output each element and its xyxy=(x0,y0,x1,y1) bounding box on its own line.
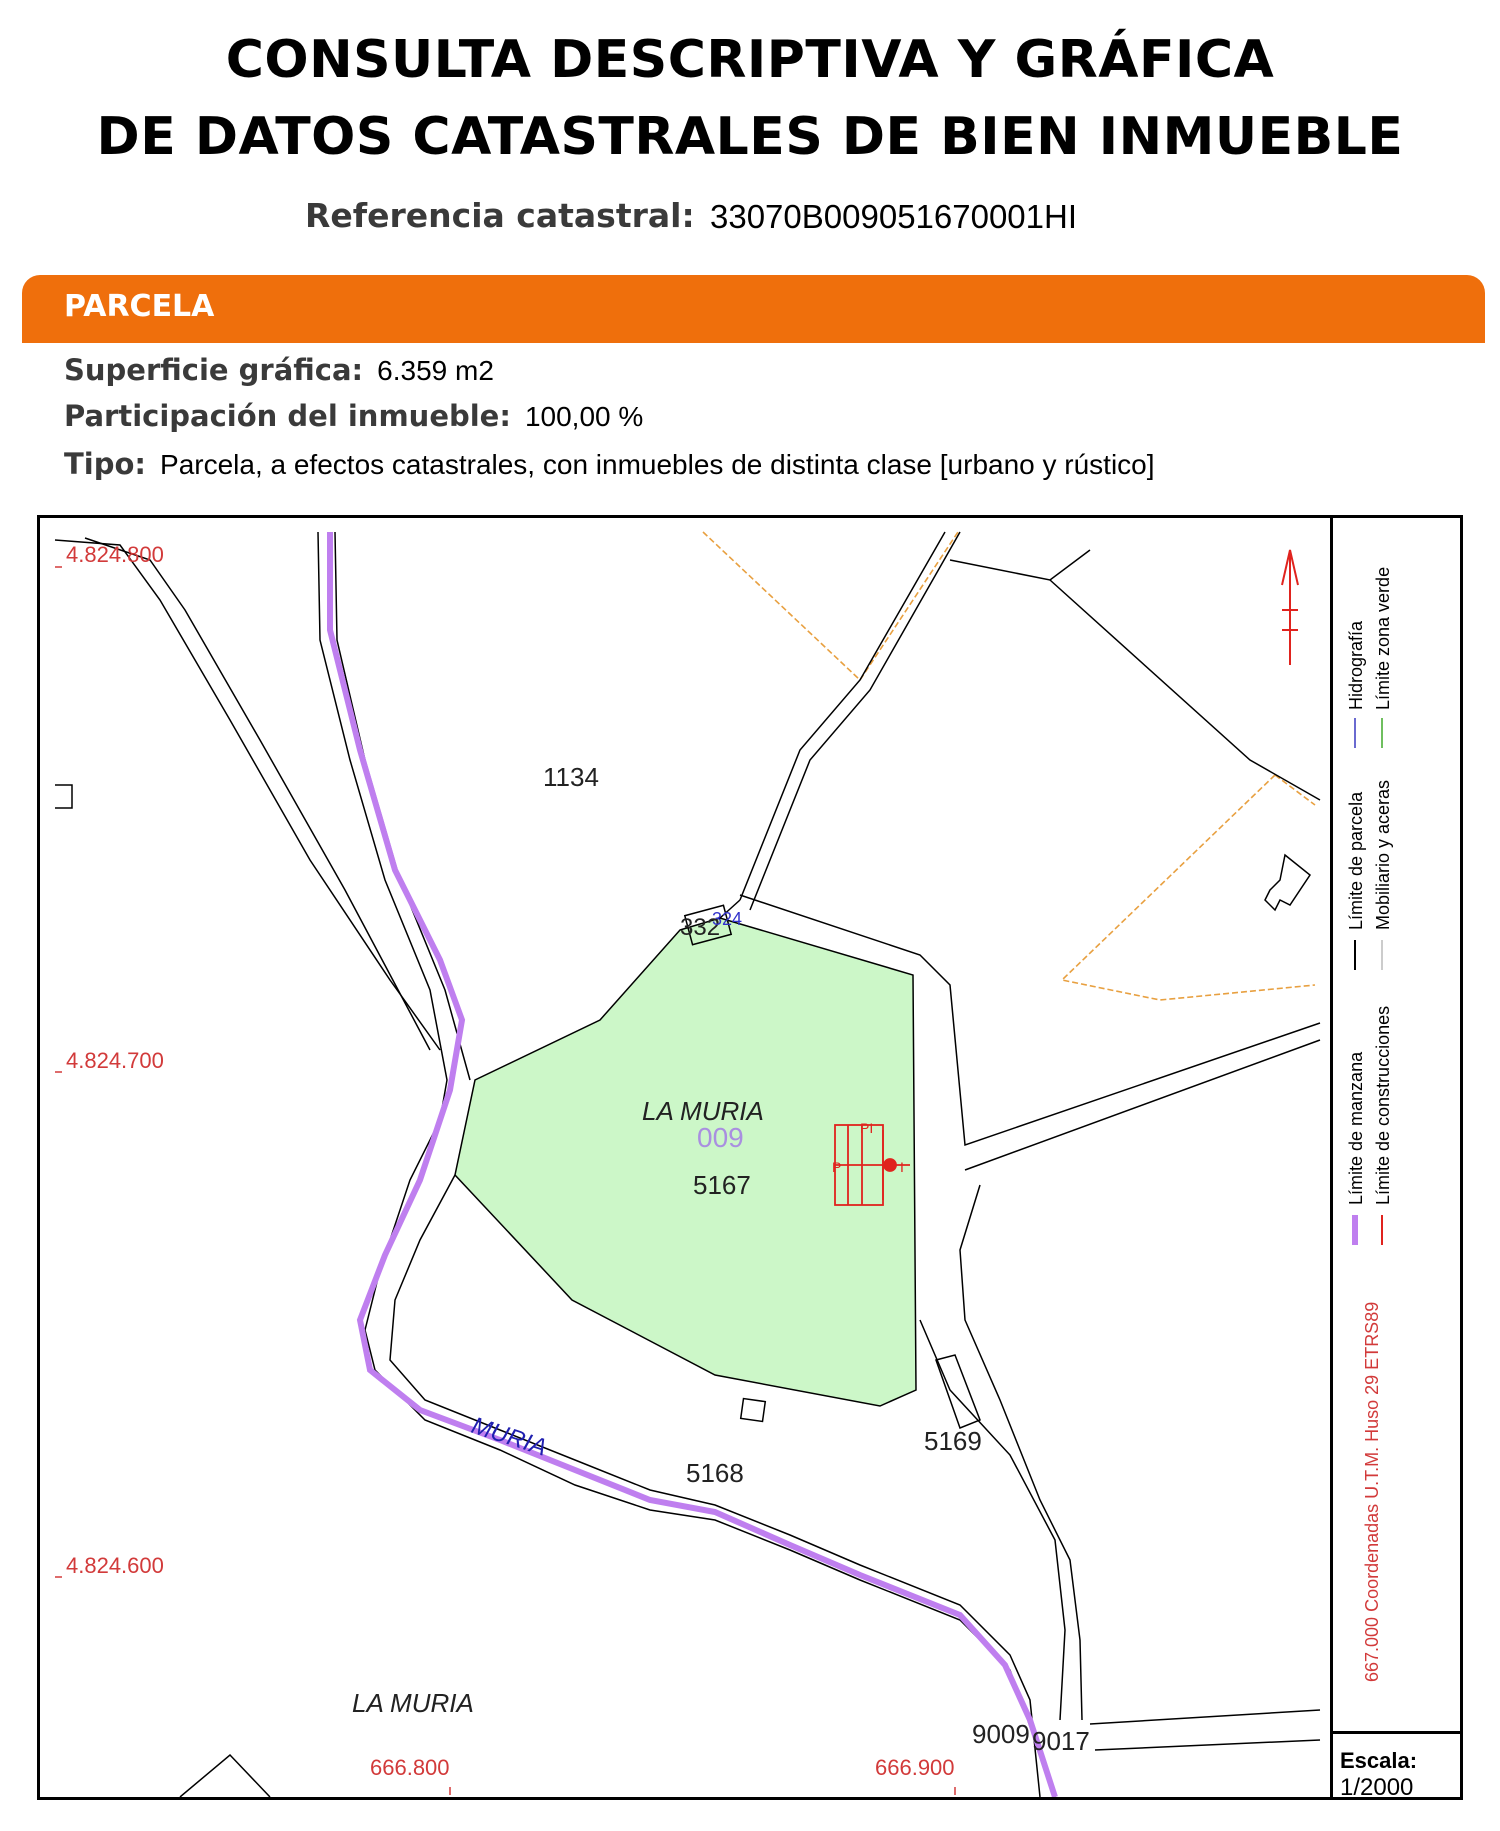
section-header-parcela xyxy=(22,275,1485,343)
cadastral-reference-label: Referencia catastral: xyxy=(305,196,695,235)
y-tick-4824800: 4.824.800 xyxy=(66,542,164,567)
legend-coordinates: 667.000 Coordenadas U.T.M. Huso 29 ETRS89 xyxy=(1362,1301,1382,1682)
map-legend xyxy=(1346,567,1393,1682)
label-la-muria-bottom: LA MURIA xyxy=(352,1688,474,1718)
label-building-p: P xyxy=(832,1159,842,1175)
legend-divider xyxy=(1330,518,1333,1797)
page-title-line2: DE DATOS CATASTRALES DE BIEN INMUEBLE xyxy=(96,107,1404,167)
label-parcel-5168: 5168 xyxy=(686,1458,744,1488)
x-tick-666800: 666.800 xyxy=(370,1755,450,1780)
share-row xyxy=(64,399,643,433)
x-tick-666900: 666.900 xyxy=(875,1755,955,1780)
legend-item-parcela: Límite de parcela xyxy=(1346,791,1366,930)
scale-label: Escala: xyxy=(1340,1748,1418,1773)
cadastral-reference-row xyxy=(305,196,1078,235)
label-parcel-332: 332 xyxy=(680,914,721,941)
y-tick-4824700: 4.824.700 xyxy=(66,1048,164,1073)
label-building-pi: PI xyxy=(860,1120,874,1136)
legend-item-construcciones: Límite de construcciones xyxy=(1373,1005,1393,1205)
y-tick-4824600: 4.824.600 xyxy=(66,1553,164,1578)
label-parcel-5169: 5169 xyxy=(924,1426,982,1456)
type-value: Parcela, a efectos catastrales, con inmuebles de distinta clase [urbano y rústico] xyxy=(160,449,1155,480)
surface-value: 6.359 m2 xyxy=(377,355,494,386)
legend-item-mobiliario: Mobiliario y aceras xyxy=(1373,779,1393,930)
label-building-i: I xyxy=(900,1159,904,1175)
type-label: Tipo: xyxy=(64,447,147,481)
label-river-muria: MURIA xyxy=(468,1412,551,1462)
green-zone-boundary xyxy=(703,532,1315,1000)
label-polygon-009: 009 xyxy=(697,1122,744,1153)
legend-item-hidrografia: Hidrografía xyxy=(1346,620,1366,710)
surface-row xyxy=(64,353,494,387)
share-value: 100,00 % xyxy=(524,401,644,432)
share-label: Participación del inmueble: xyxy=(64,399,511,433)
north-arrow-icon xyxy=(1282,550,1298,665)
label-la-muria-center: LA MURIA xyxy=(642,1096,764,1126)
cadastral-reference-value: 33070B009051670001HI xyxy=(710,198,1078,235)
section-title: PARCELA xyxy=(64,289,215,324)
parcel-5167-area[interactable] xyxy=(455,918,916,1406)
cadastral-map[interactable] xyxy=(40,518,1460,1797)
page-title-line1: CONSULTA DESCRIPTIVA Y GRÁFICA xyxy=(225,30,1275,90)
scale-value: 1/2000 xyxy=(1340,1774,1414,1801)
label-parcel-1134: 1134 xyxy=(543,762,599,792)
label-parcel-9017: 9017 xyxy=(1032,1726,1090,1756)
type-row xyxy=(64,447,1155,481)
label-parcel-9009: 9009 xyxy=(972,1719,1030,1749)
scale-divider xyxy=(1330,1731,1463,1734)
surface-label: Superficie gráfica: xyxy=(64,353,364,387)
legend-item-zona-verde: Límite zona verde xyxy=(1373,566,1393,710)
label-parcel-5167: 5167 xyxy=(693,1170,751,1200)
legend-item-manzana: Límite de manzana xyxy=(1346,1051,1366,1205)
label-324: 324 xyxy=(712,909,743,929)
